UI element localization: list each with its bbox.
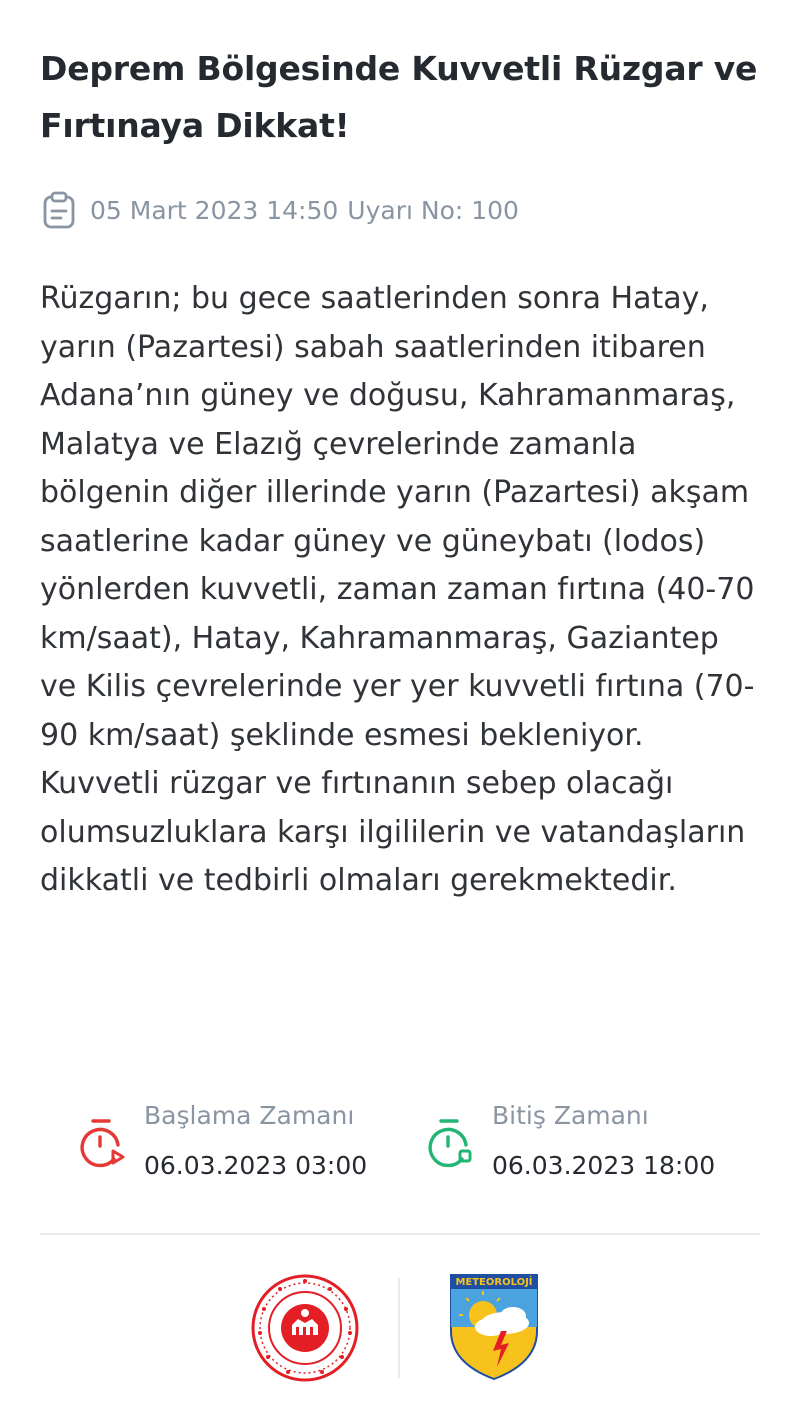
- warning-number: Uyarı No: 100: [347, 195, 519, 225]
- start-time: [78, 1098, 367, 1184]
- section-divider: [40, 1233, 760, 1235]
- end-time: [426, 1098, 715, 1184]
- end-time-label: Bitiş Zamanı: [492, 1101, 649, 1130]
- warning-body: Rüzgarın; bu gece saatlerinden sonra Hatay, yarın (Pazartesi) sabah saatlerinden itibaren Adana’nın güney ve doğusu, Kahramanmaraş, Malatya ve Elazığ çevrelerinde zamanla bölgenin diğer illerinde yarın (Pazartesi) akşam saatlerine kadar güney ve güneybatı (lodos) yönlerden kuvvetli, zaman zaman fırtına (40-70 km/saat), Hatay, Kahramanmaraş, Gaziantep ve Kilis çevrelerinde yer yer kuvvetli fırtına (70-90 km/saat) şeklinde esmesi bekleniyor. Kuvvetli rüzgar ve fırtınanın sebep olacağı olumsuzluklara karşı ilgililerin ve vatandaşların dikkatli ve tedbirli olmaları gerekmektedir.: [40, 281, 755, 898]
- meteoroloji-logo-text: METEOROLOJİ: [455, 1277, 533, 1288]
- start-time-label: Başlama Zamanı: [144, 1101, 355, 1130]
- warning-title: Deprem Bölgesinde Kuvvetli Rüzgar ve Fırtınaya Dikkat!: [40, 49, 758, 145]
- warning-date: 05 Mart 2023 14:50: [90, 195, 339, 225]
- meteoroloji-logo: [447, 1271, 541, 1383]
- end-time-value: 06.03.2023 18:00: [492, 1151, 716, 1180]
- ministry-seal-logo: [250, 1273, 360, 1383]
- stopwatch-play-icon: [78, 1118, 126, 1170]
- clipboard-icon: [42, 191, 76, 229]
- logo-divider: [398, 1278, 400, 1378]
- start-time-value: 06.03.2023 03:00: [144, 1151, 368, 1180]
- warning-meta: [42, 190, 519, 230]
- stopwatch-stop-icon: [426, 1118, 474, 1170]
